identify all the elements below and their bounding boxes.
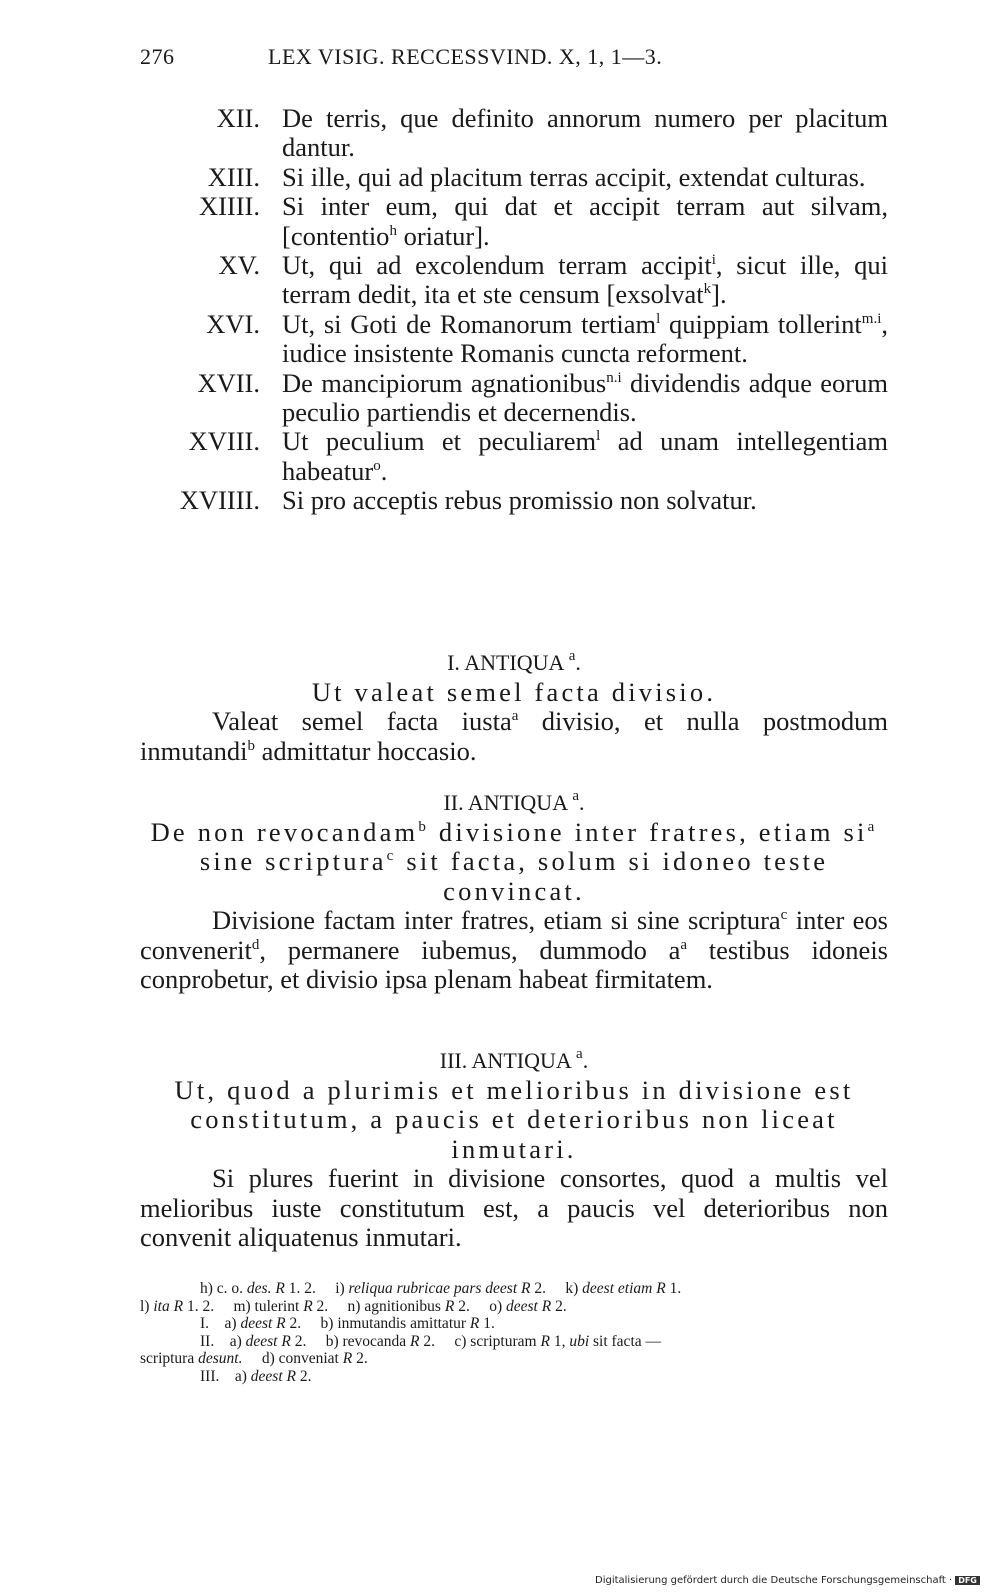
- chapter-list: [140, 104, 888, 516]
- footnote-line: l) ita R 1. 2. m) tulerint R 2. n) agnitionibus R 2. o) deest R 2.: [140, 1297, 567, 1315]
- chapter-entry: [140, 486, 888, 515]
- footnote-line: scriptura desunt. d) conveniat R 2.: [140, 1350, 368, 1368]
- chapter-title: Ut, qui ad excolendum terram accipit$^i$, sicut ille, qui terram dedit, ita et ste censum [exsolvat$^k$].: [282, 250, 888, 310]
- footnotes: [140, 1280, 888, 1386]
- digitization-text: Digitalisierung gefördert durch die Deutsche Forschungsgemeinschaft ·: [595, 1575, 953, 1586]
- section-body: Si plures fuerint in divisione consortes, quod a multis vel melioribus iuste constitutum est, a paucis vel deterioribus non convenit aliquatenus inmutari.: [140, 1163, 888, 1253]
- section-heading: III. ANTIQUA $^a$.: [439, 1046, 589, 1073]
- running-title: LEX VISIG. RECCESSVIND. X, 1, 1—3.: [268, 44, 663, 69]
- section-title: Ut, quod a plurimis et melioribus in divisione est constitutum, a paucis et deterioribus non liceat inmutari.: [174, 1075, 854, 1164]
- chapter-entry: [140, 369, 888, 428]
- footnote-line: III. a) deest R 2.: [200, 1367, 312, 1385]
- chapter-title: Si ille, qui ad placitum terras accipit, extendat culturas.: [282, 161, 866, 192]
- digitization-notice: [595, 1575, 980, 1586]
- chapter-entry: [140, 310, 888, 369]
- page-number: 276: [140, 44, 175, 69]
- section-heading: II. ANTIQUA $^a$.: [443, 788, 585, 815]
- footnote-line: I. a) deest R 2. b) inmutandis amittatur R 1.: [200, 1315, 495, 1333]
- section-3: [140, 1046, 888, 1252]
- footnote-line: II. a) deest R 2. b) revocanda R 2. c) scripturam R 1, ubi sit facta —: [200, 1332, 662, 1350]
- chapter-number: XV.: [218, 250, 260, 281]
- chapter-title: Si pro acceptis rebus promissio non solvatur.: [282, 485, 757, 516]
- chapter-entry: [140, 427, 888, 486]
- chapter-number: XII.: [216, 103, 260, 133]
- chapter-entry: [140, 192, 888, 251]
- section-heading: I. ANTIQUA $^a$.: [447, 648, 581, 675]
- footnote-line: h) c. o. des. R 1. 2. i) reliqua rubricae pars deest R 2. k) deest etiam R 1.: [200, 1280, 682, 1297]
- section-body: Valeat semel facta iusta$^a$ divisio, et nulla postmodum inmutandi$^b$ admittatur hoccasio.: [140, 706, 888, 766]
- chapter-number: XVIIII.: [179, 485, 260, 516]
- chapter-title: Si inter eum, qui dat et accipit terram aut silvam, [contentio$^h$ oriatur].: [282, 191, 888, 251]
- chapter-number: XIIII.: [198, 191, 260, 222]
- chapter-number: XVII.: [197, 367, 260, 398]
- section-2: [140, 788, 888, 994]
- running-header: [140, 44, 760, 76]
- chapter-title: De mancipiorum agnationibus$^{n.i}$ dividendis adque eorum peculio partiendis et decernendis.: [282, 367, 888, 428]
- chapter-title: Ut, si Goti de Romanorum tertiam$^l$ quippiam tollerint$^{m.i}$, iudice insistente Romanis cuncta reforment.: [282, 308, 888, 369]
- chapter-entry: [140, 251, 888, 310]
- chapter-title: De terris, que definito annorum numero per placitum dantur.: [282, 103, 888, 163]
- chapter-number: XVI.: [206, 308, 260, 339]
- chapter-entry: [140, 104, 888, 163]
- chapter-number: XVIII.: [188, 426, 260, 457]
- chapter-entry: [140, 163, 888, 192]
- chapter-title: Ut peculium et peculiarem$^l$ ad unam intellegentiam habeatur$^o$.: [282, 426, 888, 486]
- chapter-number: XIII.: [207, 161, 260, 192]
- section-title: De non revocandam$^b$ divisione inter fratres, etiam $si^a$ sine scriptura$^c$ sit facta, solum si idoneo teste convincat.: [150, 817, 878, 906]
- section-1: [140, 648, 888, 766]
- section-title: Ut valeat semel facta divisio.: [311, 677, 717, 707]
- section-body: Divisione factam inter fratres, etiam si sine scriptura$^c$ inter eos convenerit$^d$, permanere iubemus, dummodo $a^a$ testibus idoneis conprobetur, et divisio ipsa plenam habeat firmitatem.: [140, 905, 888, 995]
- dfg-logo: DFG: [955, 1576, 980, 1585]
